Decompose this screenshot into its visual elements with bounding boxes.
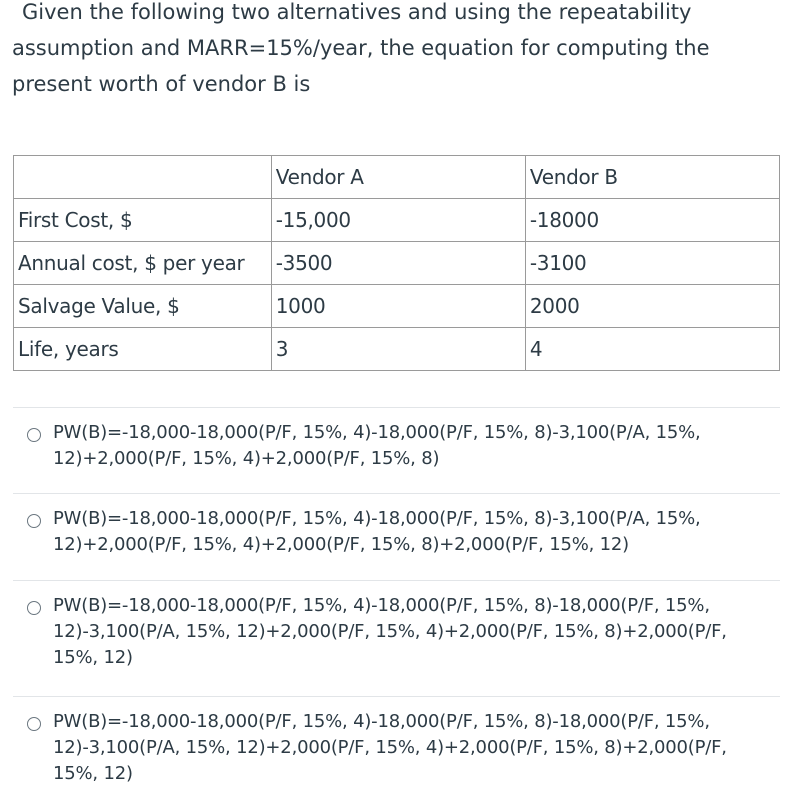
answer-option-line: PW(B)=-18,000-18,000(P/F, 15%, 4)-18,000(P/F, 15%, 8)-18,000(P/F, 15%,	[53, 595, 710, 616]
answer-option-line: 12)+2,000(P/F, 15%, 4)+2,000(P/F, 15%, 8)+2,000(P/F, 15%, 12)	[53, 534, 630, 555]
answer-option-label[interactable]	[53, 709, 758, 787]
table-cell: 3	[271, 328, 525, 371]
radio-button[interactable]	[27, 717, 41, 731]
question-line: Given the following two alternatives and using the repeatability	[22, 0, 692, 24]
answer-option-label[interactable]	[53, 420, 758, 472]
answer-option-line: PW(B)=-18,000-18,000(P/F, 15%, 4)-18,000(P/F, 15%, 8)-3,100(P/A, 15%,	[53, 508, 701, 529]
table-header-cell: Vendor A	[271, 156, 525, 199]
table-cell: 2000	[525, 285, 779, 328]
table-row	[14, 285, 780, 328]
table-row	[14, 328, 780, 371]
table-header-cell: Vendor B	[525, 156, 779, 199]
table-cell: First Cost, $	[14, 199, 272, 242]
radio-button[interactable]	[27, 514, 41, 528]
question-line: assumption and MARR=15%/year, the equation for computing the	[12, 36, 710, 60]
table-header-row	[14, 156, 780, 199]
answer-option-line: PW(B)=-18,000-18,000(P/F, 15%, 4)-18,000(P/F, 15%, 8)-18,000(P/F, 15%,	[53, 711, 710, 732]
answer-option-line: 12)+2,000(P/F, 15%, 4)+2,000(P/F, 15%, 8)	[53, 448, 440, 469]
answer-option-line: PW(B)=-18,000-18,000(P/F, 15%, 4)-18,000(P/F, 15%, 8)-3,100(P/A, 15%,	[53, 422, 701, 443]
table-cell: 1000	[271, 285, 525, 328]
table-cell: -3100	[525, 242, 779, 285]
table-cell: -18000	[525, 199, 779, 242]
table-cell: Annual cost, $ per year	[14, 242, 272, 285]
table-header-cell	[14, 156, 272, 199]
answer-option-line: 12)-3,100(P/A, 15%, 12)+2,000(P/F, 15%, 4)+2,000(P/F, 15%, 8)+2,000(P/F,	[53, 737, 727, 758]
radio-button[interactable]	[27, 428, 41, 442]
answer-option-line: 12)-3,100(P/A, 15%, 12)+2,000(P/F, 15%, 4)+2,000(P/F, 15%, 8)+2,000(P/F,	[53, 621, 727, 642]
answer-option-2[interactable]	[13, 493, 780, 580]
table-cell: Life, years	[14, 328, 272, 371]
answer-option-1[interactable]	[13, 407, 780, 493]
answer-option-line: 15%, 12)	[53, 647, 133, 668]
question-text	[12, 0, 752, 102]
answer-options	[13, 407, 780, 811]
answer-option-3[interactable]	[13, 580, 780, 696]
table-row	[14, 199, 780, 242]
answer-option-label[interactable]	[53, 593, 758, 671]
alternatives-table	[13, 155, 780, 371]
table-cell: -15,000	[271, 199, 525, 242]
question-line: present worth of vendor B is	[12, 72, 311, 96]
table-cell: Salvage Value, $	[14, 285, 272, 328]
answer-option-label[interactable]	[53, 506, 758, 558]
table-cell: 4	[525, 328, 779, 371]
table-cell: -3500	[271, 242, 525, 285]
table-row	[14, 242, 780, 285]
radio-button[interactable]	[27, 601, 41, 615]
answer-option-4[interactable]	[13, 696, 780, 811]
answer-option-line: 15%, 12)	[53, 763, 133, 784]
